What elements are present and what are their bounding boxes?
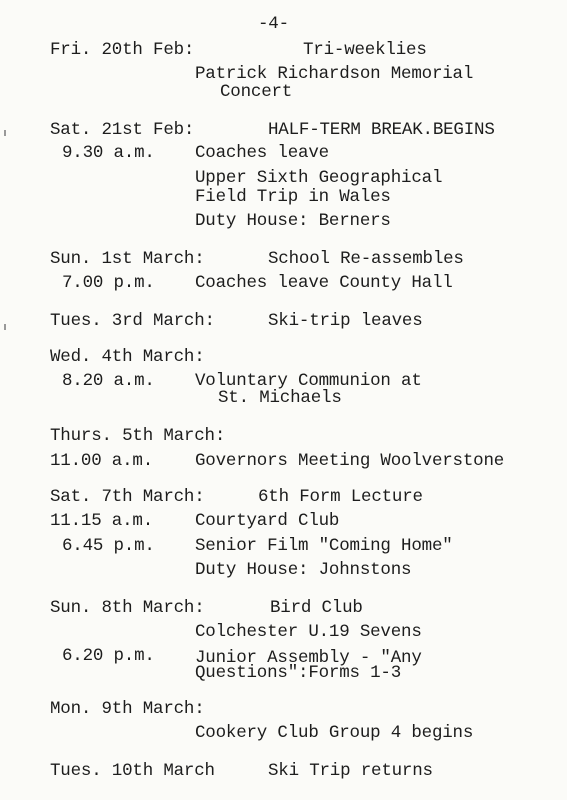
event-county-hall: Coaches leave County Hall — [195, 273, 453, 293]
event-governors-meeting: Governors Meeting Woolverstone — [195, 451, 505, 471]
time-9-30: 9.30 a.m. — [62, 143, 155, 163]
event-coaches-leave: Coaches leave — [195, 143, 329, 163]
event-forms-1-3: Questions":Forms 1-3 — [195, 663, 402, 683]
event-duty-berners: Duty House: Berners — [195, 211, 391, 231]
event-st-michaels: St. Michaels — [218, 388, 342, 408]
event-memorial-concert: Patrick Richardson Memorial — [195, 64, 474, 84]
event-courtyard-club: Courtyard Club — [195, 511, 340, 531]
time-11-15: 11.15 a.m. — [50, 511, 154, 531]
date-fri-20-feb: Fri. 20th Feb: — [50, 40, 195, 60]
event-communion: Voluntary Communion at — [195, 371, 422, 391]
date-mon-9-march: Mon. 9th March: — [50, 699, 205, 719]
time-7-00: 7.00 p.m. — [62, 273, 155, 293]
event-6th-form-lecture: 6th Form Lecture — [258, 487, 423, 507]
date-sun-1-march: Sun. 1st March: — [50, 249, 205, 269]
time-6-20: 6.20 p.m. — [62, 646, 155, 666]
event-junior-assembly: Junior Assembly - "Any — [195, 648, 422, 668]
event-colchester-sevens: Colchester U.19 Sevens — [195, 622, 422, 642]
event-tri-weeklies: Tri-weeklies — [303, 40, 427, 60]
event-memorial-concert-cont: Concert — [220, 82, 293, 102]
event-geographical: Upper Sixth Geographical — [195, 168, 443, 188]
time-8-20: 8.20 a.m. — [62, 371, 155, 391]
date-sat-7-march: Sat. 7th March: — [50, 487, 205, 507]
event-bird-club: Bird Club — [270, 598, 363, 618]
date-sat-21-feb: Sat. 21st Feb: — [50, 120, 195, 140]
event-field-trip: Field Trip in Wales — [195, 187, 391, 207]
date-tues-3-march: Tues. 3rd March: — [50, 311, 215, 331]
time-6-45: 6.45 p.m. — [62, 536, 155, 556]
event-ski-trip-returns: Ski Trip returns — [268, 761, 433, 781]
event-reassembles: School Re-assembles — [268, 249, 464, 269]
date-tues-10-march: Tues. 10th March — [50, 761, 215, 781]
margin-speck — [4, 324, 6, 330]
date-sun-8-march: Sun. 8th March: — [50, 598, 205, 618]
margin-speck — [4, 130, 6, 136]
event-half-term: HALF-TERM BREAK.BEGINS — [268, 120, 495, 140]
event-duty-johnstons: Duty House: Johnstons — [195, 560, 412, 580]
event-ski-trip-leaves: Ski-trip leaves — [268, 311, 423, 331]
event-cookery-club: Cookery Club Group 4 begins — [195, 723, 474, 743]
time-11-00: 11.00 a.m. — [50, 451, 154, 471]
date-wed-4-march: Wed. 4th March: — [50, 347, 205, 367]
page-number: -4- — [258, 14, 289, 34]
date-thurs-5-march: Thurs. 5th March: — [50, 426, 226, 446]
event-senior-film: Senior Film "Coming Home" — [195, 536, 453, 556]
